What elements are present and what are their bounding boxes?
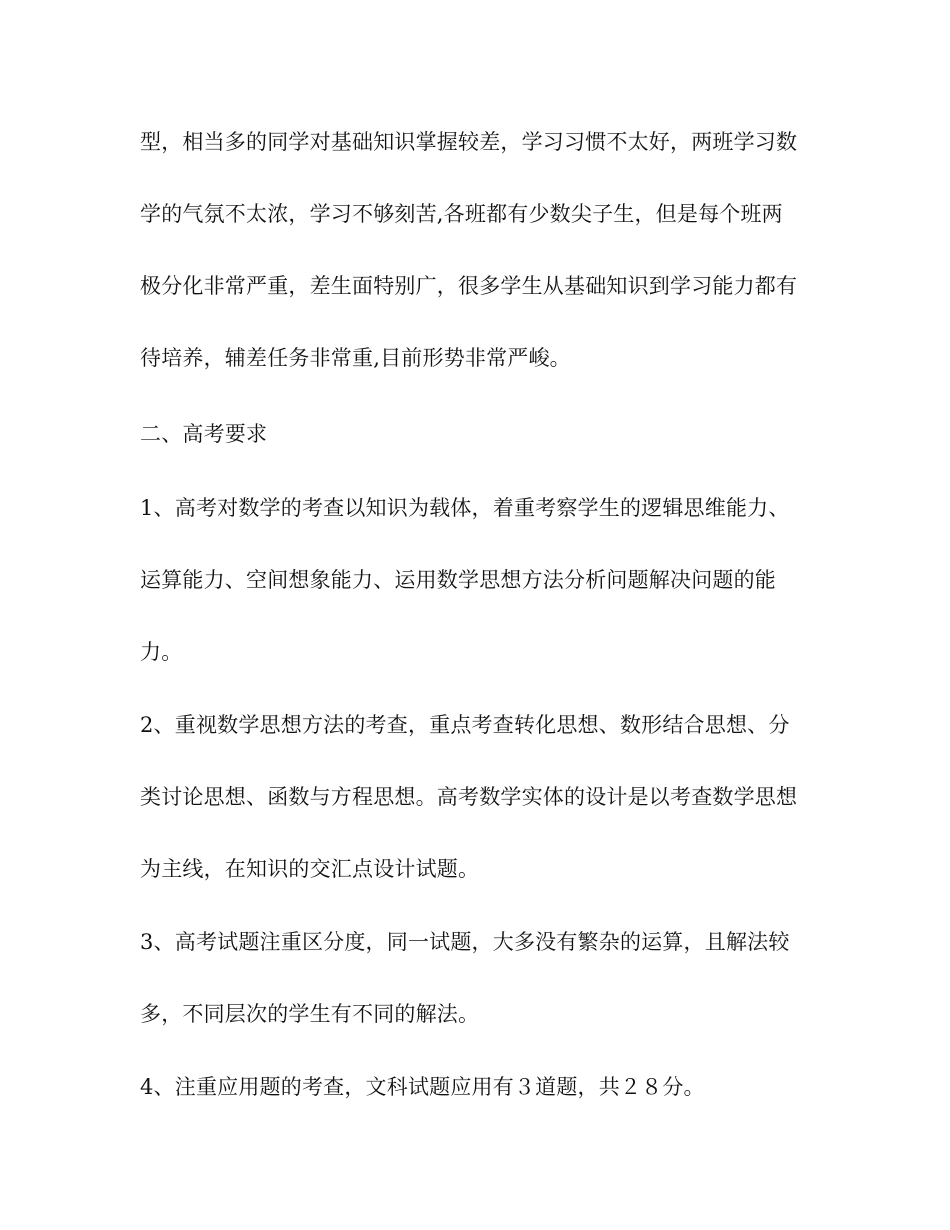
requirement-1-line-1: 1、高考对数学的考查以知识为载体，着重考察学生的逻辑思维能力、 xyxy=(140,496,790,520)
paragraph-line-4: 待培养，辅差任务非常重,目前形势非常严峻。 xyxy=(140,346,571,370)
requirement-2-line-1: 2、重视数学思想方法的考查，重点考查转化思想、数形结合思想、分 xyxy=(140,713,790,737)
requirement-1-line-3: 力。 xyxy=(140,640,183,664)
requirement-2-line-3: 为主线，在知识的交汇点设计试题。 xyxy=(140,857,480,881)
paragraph-line-1: 型，相当多的同学对基础知识掌握较差，学习习惯不太好，两班学习数 xyxy=(140,130,798,154)
requirement-1-line-2: 运算能力、空间想象能力、运用数学思想方法分析问题解决问题的能 xyxy=(140,568,776,592)
paragraph-line-2: 学的气氛不太浓，学习不够刻苦,各班都有少数尖子生，但是每个班两 xyxy=(140,202,783,226)
section-heading: 二、高考要求 xyxy=(140,422,268,446)
requirement-4-line-1: 4、注重应用题的考查，文科试题应用有３道题，共２８分。 xyxy=(140,1075,705,1099)
requirement-2-line-2: 类讨论思想、函数与方程思想。高考数学实体的设计是以考查数学思想 xyxy=(140,785,798,809)
requirement-3-line-1: 3、高考试题注重区分度，同一试题，大多没有繁杂的运算，且解法较 xyxy=(140,930,790,954)
paragraph-line-3: 极分化非常严重，差生面特别广，很多学生从基础知识到学习能力都有 xyxy=(140,274,798,298)
requirement-3-line-2: 多，不同层次的学生有不同的解法。 xyxy=(140,1002,480,1026)
